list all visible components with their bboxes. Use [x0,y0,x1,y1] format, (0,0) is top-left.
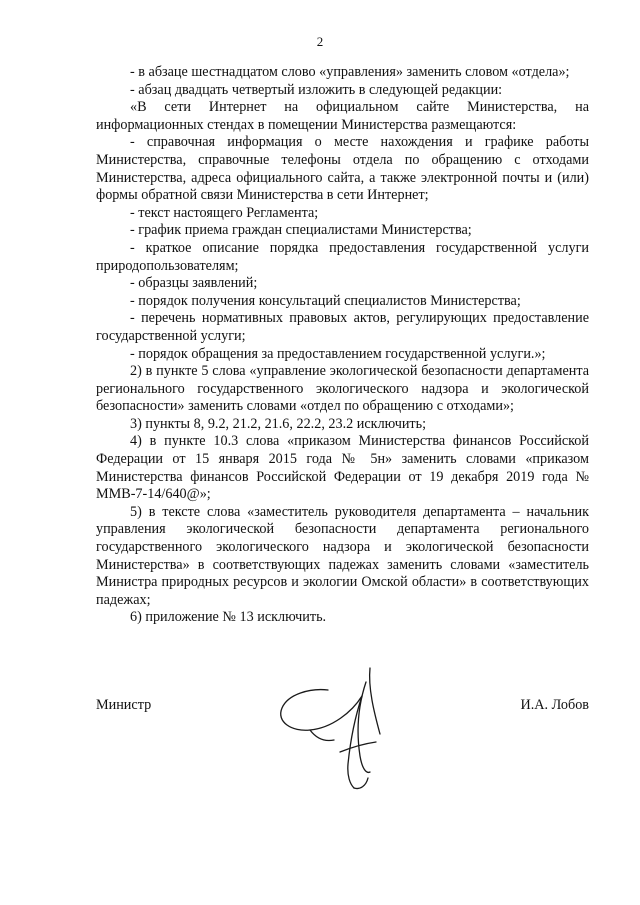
paragraph-1: - в абзаце шестнадцатом слово «управления» заменить словом «отдела»; [130,64,570,80]
paragraph-4: - справочная информация о месте нахождения и графике работы Министерства, справочные телефоны отдела по обращению с отходами Министерства, адреса официального сайта, а также электронной почты и (или) формы обратной связи Министерства в сети Интернет; [96,134,589,204]
paragraph-5: - текст настоящего Регламента; [130,204,319,221]
paragraph-12: 2) в пункте 5 слова «управление экологической безопасности департамента регионального государственного экологического надзора и экологической безопасности» заменить словами «отдел по обращению с отходами»; [96,363,589,415]
paragraph-7: - краткое описание порядка предоставления государственной услуги природопользователям; [96,239,589,274]
paragraph-3: «В сети Интернет на официальном сайте Министерства, на информационных стендах в помещении Министерства размещаются: [96,99,589,133]
handwritten-signature [270,660,400,795]
paragraph-2: - абзац двадцать четвертый изложить в следующей редакции: [130,81,503,98]
paragraph-10: - перечень нормативных правовых актов, регулирующих предоставление государственной услуги; [96,310,589,344]
page-number: 2 [316,34,324,49]
paragraph-8: - образцы заявлений; [130,275,258,292]
signatory-name: И.А. Лобов [520,697,589,713]
paragraph-11: - порядок обращения за предоставлением государственной услуги.»; [130,345,546,362]
document-body [96,64,589,627]
paragraph-9: - порядок получения консультаций специалистов Министерства; [130,292,521,309]
paragraph-6: - график приема граждан специалистами Министерства; [130,222,472,239]
signatory-role: Министр [96,697,152,713]
paragraph-13: 3) пункты 8, 9.2, 21.2, 21.6, 22.2, 23.2 исключить; [130,415,427,432]
paragraph-15: 5) в тексте слова «заместитель руководителя департамента – начальник управления экологической безопасности департамента регионального государственного экологического надзора и экологической безопасности Министерства» в соответствующих падежах заменить словами «заместитель Министра природных ресурсов и экологии Омской области» в соответствующих падежах; [96,503,589,608]
paragraph-16: 6) приложение № 13 исключить. [130,609,327,626]
paragraph-14: 4) в пункте 10.3 слова «приказом Министерства финансов Российской Федерации от 15 января 2015 года № 5н» заменить словами «приказом Министерства финансов Российской Федерации от 19 декабря 2019 года № ММВ-7-14/640@»; [96,433,589,503]
